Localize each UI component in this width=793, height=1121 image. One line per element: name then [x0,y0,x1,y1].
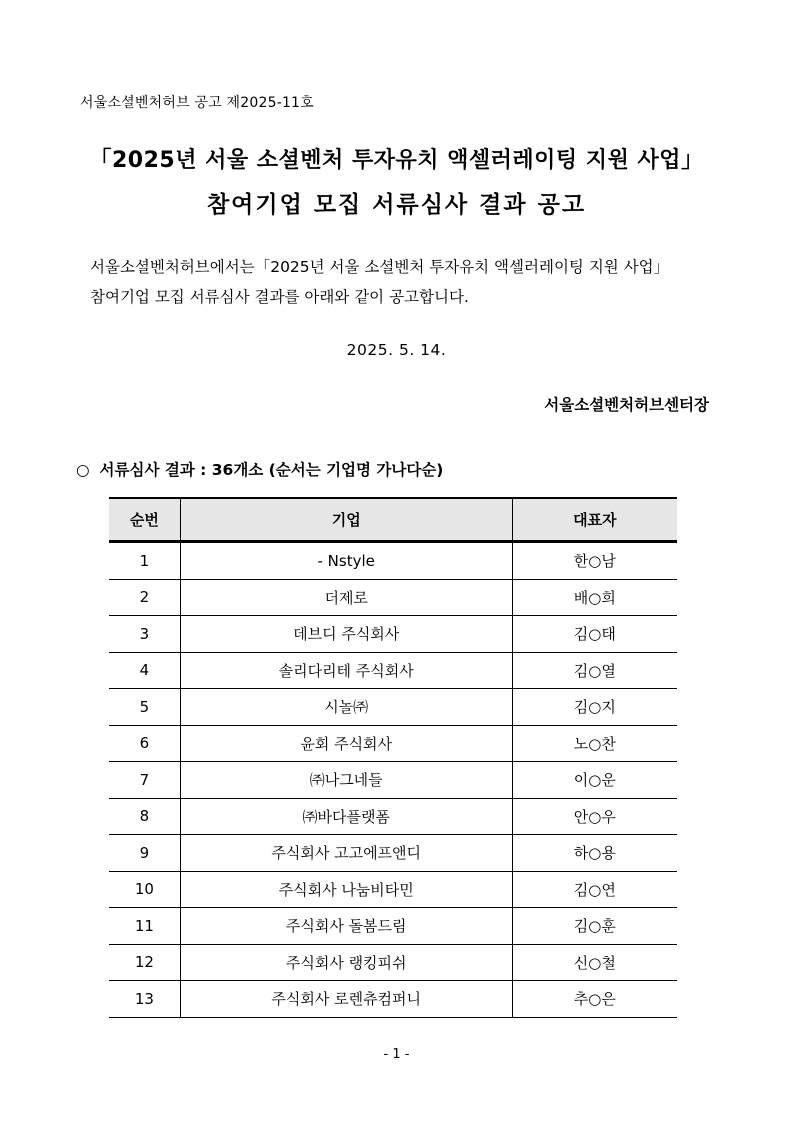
row-representative: 배○희 [512,579,677,616]
signer: 서울소셜벤처허브센터장 [544,396,709,414]
table-row [109,542,677,580]
header-representative: 대표자 [512,498,677,542]
row-company: 더제로 [180,579,512,616]
row-number: 11 [109,908,180,945]
row-number: 7 [109,762,180,799]
table-row [109,944,677,981]
table-row [109,579,677,616]
row-company: 주식회사 랭킹피쉬 [180,944,512,981]
row-representative: 하○용 [512,835,677,872]
row-representative: 이○운 [512,762,677,799]
row-company: - Nstyle [180,542,512,580]
notice-number: 서울소셜벤처허브 공고 제2025-11호 [80,95,314,111]
section-title [76,458,443,480]
row-representative: 노○찬 [512,725,677,762]
row-company: 윤회 주식회사 [180,725,512,762]
intro-line2: 참여기업 모집 서류심사 결과를 아래와 같이 공고합니다. [90,288,469,306]
row-company: 주식회사 나눔비타민 [180,871,512,908]
row-number: 13 [109,981,180,1018]
table-row [109,725,677,762]
table-row [109,871,677,908]
header-number: 순번 [109,498,180,542]
results-table [109,497,677,1018]
circle-bullet-icon: ○ [76,461,90,479]
table-row [109,908,677,945]
row-number: 8 [109,798,180,835]
row-number: 6 [109,725,180,762]
row-company: 주식회사 고고에프앤디 [180,835,512,872]
intro-line1: 서울소셜벤처허브에서는「2025년 서울 소셜벤처 투자유치 액셀러레이팅 지원 사업」 [90,258,670,276]
page-number: - 1 - [383,1047,410,1062]
row-number: 2 [109,579,180,616]
row-representative: 안○우 [512,798,677,835]
table-row [109,835,677,872]
table-row [109,652,677,689]
row-number: 10 [109,871,180,908]
table-row [109,616,677,653]
row-number: 1 [109,542,180,580]
header-company: 기업 [180,498,512,542]
row-company: ㈜바다플랫폼 [180,798,512,835]
document-title-line1: 「2025년 서울 소셜벤처 투자유치 액셀러레이팅 지원 사업」 [89,148,704,173]
row-company: 시놀㈜ [180,689,512,726]
section-title-text: 서류심사 결과 : 36개소 (순서는 기업명 가나다순) [99,461,444,479]
table-row [109,689,677,726]
row-representative: 추○은 [512,981,677,1018]
row-representative: 김○훈 [512,908,677,945]
row-number: 4 [109,652,180,689]
table-row [109,981,677,1018]
row-representative: 신○철 [512,944,677,981]
row-number: 5 [109,689,180,726]
row-company: 주식회사 로렌츄컴퍼니 [180,981,512,1018]
row-representative: 김○열 [512,652,677,689]
row-company: 솔리다리테 주식회사 [180,652,512,689]
row-number: 12 [109,944,180,981]
table-header-row [109,498,677,542]
intro-paragraph [90,252,720,312]
row-number: 9 [109,835,180,872]
row-company: 주식회사 돌봄드림 [180,908,512,945]
table-row [109,762,677,799]
row-number: 3 [109,616,180,653]
document-title-line2: 참여기업 모집 서류심사 결과 공고 [206,192,587,218]
row-representative: 김○태 [512,616,677,653]
row-company: ㈜나그네들 [180,762,512,799]
row-representative: 김○지 [512,689,677,726]
row-representative: 한○남 [512,542,677,580]
notice-date: 2025. 5. 14. [346,341,447,359]
table-row [109,798,677,835]
row-representative: 김○연 [512,871,677,908]
row-company: 데브디 주식회사 [180,616,512,653]
